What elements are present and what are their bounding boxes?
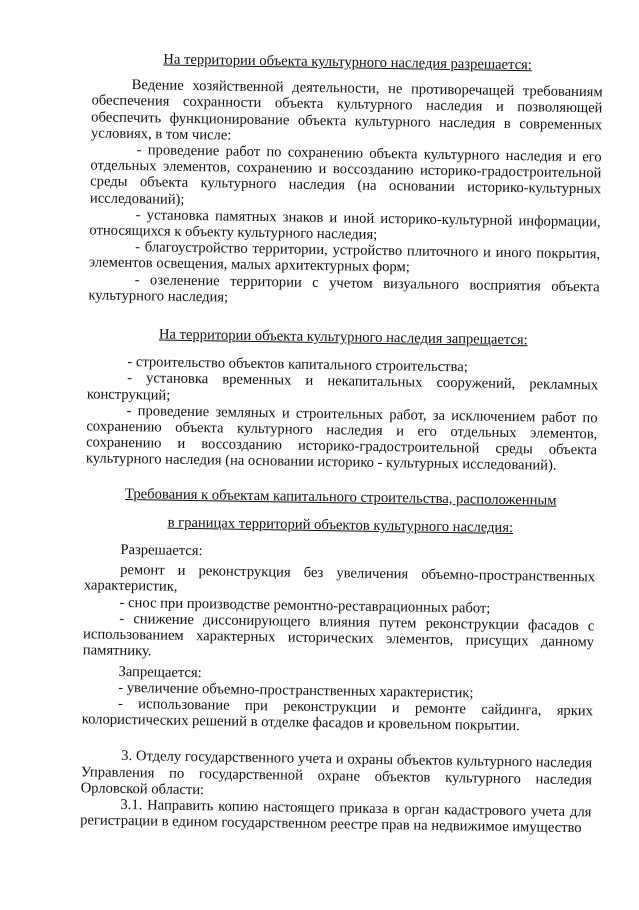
forbidden-item: - строительство объектов капитального строительства; [127,354,468,376]
requirements-allowed-item: - снос при производстве ремонтно-реставрационных работ; [119,594,491,617]
allowed-item: - благоустройство территории, устройство плиточного и иного покрытия, элементов освещения, малых архитектурных форм; [88,239,601,276]
requirements-forbidden-item: - увеличение объемно-пространственных характеристик; [118,679,474,702]
requirements-forbidden-item: - использование при реконструкции и ремонте сайдинга, ярких колористических решений в отделке фасадов и кровельном покрытии. [81,695,594,735]
requirements-allowed-item: ремонт и реконструкция без увеличения объемно-пространственных характеристик, [83,562,596,596]
allowed-intro: Ведение хозяйственной деятельности, не противоречащей требованиям обеспечения сохранности объекта культурного наследия и позволяющей обеспечить функционирование объекта культурного наследия в современных условиях, в том числе: [90,77,603,144]
requirements-heading-line2: в границах территорий объектов культурного наследия: [167,514,514,536]
allowed-item: - установка памятных знаков и иной историко-культурной информации, относящихся к объекту культурного наследия; [89,206,601,243]
requirements-allowed-item: - снижение диссонирующего влияния путем реконструкции фасадов с использованием характерных исторических элементов, присущих данному памятнику. [82,610,595,660]
clause-3-1: 3.1. Направить копию настоящего приказа в орган кадастрового учета для регистрации в едином государственном реестре прав на недвижимое имущество [80,796,592,837]
allowed-heading: На территории объекта культурного наследия разрешается: [163,51,532,74]
allowed-item: - проведение работ по сохранению объекта культурного наследия и его отдельных элементов, сохранению и воссозданию историко-градостроительной среды объекта культурного наследия (на основании историко-культурных исследований); [89,142,602,208]
allowed-item: - озеленение территории с учетом визуального восприятия объекта культурного наследия; [88,271,600,306]
requirements-allowed-label: Разрешается: [120,541,203,560]
forbidden-heading: На территории объекта культурного наследия запрещается: [158,326,528,349]
clause-3: 3. Отделу государственного учета и охраны объектов культурного наследия Управления по государственной охране объектов культурного наследия Орловской области: [80,748,593,798]
forbidden-item: - проведение земляных и строительных работ, за исключением работ по сохранению объекта культурного наследия и его отдельных элементов, сохранению и воссозданию историко-градостроительной среды объекта культурного наследия (на основании историко - культурных исследований). [85,402,598,475]
forbidden-item: - установка временных и некапитальных сооружений, рекламных конструкций; [86,370,599,404]
requirements-forbidden-label: Запрещается: [118,663,202,681]
requirements-heading-line1: Требования к объектам капитального строительства, расположенным [124,485,557,509]
